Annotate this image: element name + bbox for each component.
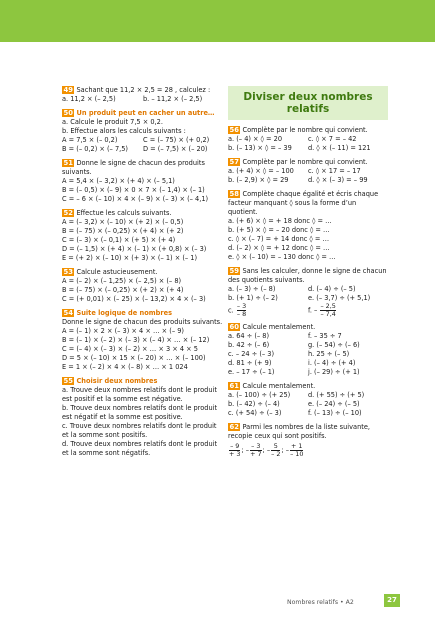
exercise-55 [62,377,224,458]
exercise-number: 53 [63,268,73,276]
item-a: a. (+ 6) × ◊ = + 18 donc ◊ = … [228,217,332,225]
footer-chapter: Nombres relatifs • A2 [287,599,354,606]
exercise-60 [228,323,388,377]
denominator: – 8 [236,310,247,318]
top-color-band [0,0,435,42]
calc-a: A = (– 3,2) × (– 10) × (+ 2) × (– 0,5) [62,218,184,226]
section-title: Diviser deux nombres relatifs [228,86,388,120]
exercise-54 [62,309,224,372]
exercise-56 [228,126,388,153]
denominator: + 3 [229,450,241,458]
item-c: c. Trouve deux nombres relatifs dont le produit et la somme sont positifs. [62,422,217,439]
exercise-number: 58 [229,190,239,198]
calc-a: A = 5,4 × (– 3,2) × (+ 4) × (– 5,1) [62,177,175,185]
right-column [228,86,388,463]
calc-c: C = (– 75) × (+ 0,2) [143,136,210,144]
exercise-number: 61 [229,382,239,390]
calc-b: B = (– 75) × (– 0,25) × (+ 2) × (+ 4) [62,286,184,294]
item-b: b. Effectue alors les calculs suivants : [62,127,186,135]
denominator: – 10 [290,450,304,458]
calc-a: A = (– 1) × 2 × (– 3) × 4 × … × (– 9) [62,327,184,335]
item-a: a. (– 4) × ◊ = 20 [228,135,283,143]
exercise-title: Suite logique de nombres [76,309,172,317]
exercise-instruction: Effectue les calculs suivants. [76,209,172,217]
item-a: a. Calcule le produit 7,5 × 0,2. [62,118,163,126]
exercise-number: 51 [63,159,73,167]
item-d: d. (– 2) × ◊ = + 12 donc ◊ = … [228,244,330,252]
item-a: a. 11,2 × (– 2,5) [62,95,116,103]
exercise-instruction: Complète chaque égalité et écris chaque facteur manquant ◊ sous la forme d’un quotient. [228,190,379,216]
numerator: 5 [273,442,278,450]
exercise-number: 62 [229,423,239,431]
item-b: b. Trouve deux nombres relatifs dont le produit est négatif et la somme est positive. [62,404,218,421]
fraction-f [320,303,335,318]
item-b: b. (+ 1) ÷ (– 2) [228,294,278,302]
calc-d: D = (– 1,5) × (+ 4) × (– 1) × (+ 0,8) × (– 3) [62,245,207,253]
exercise-53 [62,268,224,304]
item-e: e. (– 3,7) ÷ (+ 5,1) [308,294,371,302]
item-f: f. – 35 ÷ 7 [308,332,342,340]
separator: ; – [262,446,271,454]
item-c: c. ◊ × 7 = – 42 [308,135,357,143]
exercise-52 [62,209,224,263]
item-d: d. 81 ÷ (+ 9) [228,359,272,367]
exercise-57 [228,158,388,185]
item-j: j. (– 29) ÷ (+ 1) [308,368,360,376]
item-e: e. (– 24) ÷ (– 5) [308,400,360,408]
exercise-number: 54 [63,309,73,317]
item-c: c. – 24 ÷ (– 3) [228,350,275,358]
item-b: b. (– 42) ÷ (– 4) [228,400,280,408]
fraction-list [228,443,388,458]
fraction-3 [271,443,280,458]
separator: ; – [241,446,250,454]
item-d: d. (– 4) ÷ (– 5) [308,285,356,293]
exercise-number: 57 [229,158,239,166]
exercise-61 [228,382,388,418]
item-g: g. (– 54) ÷ (– 6) [308,341,360,349]
exercise-instruction: Sachant que 11,2 × 2,5 = 28 , calculez : [76,86,211,94]
exercise-58 [228,190,388,262]
item-d: d. ◊ × (– 3) = – 99 [308,176,368,184]
item-a: a. 64 ÷ (– 8) [228,332,270,340]
exercise-number: 49 [63,86,73,94]
exercise-number: 56 [229,126,239,134]
denominator: – 2 [271,450,281,458]
exercise-instruction: Complète par le nombre qui convient. [242,158,368,166]
fraction-4 [290,443,303,458]
item-b: b. (+ 5) × ◊ = – 20 donc ◊ = … [228,226,330,234]
item-d: d. (+ 55) ÷ (+ 5) [308,391,365,399]
calc-d: D = (– 7,5) × (– 20) [143,145,208,153]
page-number: 27 [384,594,400,607]
item-a: a. (– 100) ÷ (+ 25) [228,391,291,399]
exercise-50 [62,109,224,154]
exercise-number: 59 [229,267,239,275]
exercise-title: Un produit peut en cacher un autre… [76,109,215,117]
item-a: a. Trouve deux nombres relatifs dont le produit est positif et la somme est négative. [62,386,217,403]
denominator: – 7,4 [320,310,336,318]
item-f [308,303,388,318]
exercise-number: 50 [63,109,73,117]
exercise-title: Choisir deux nombres [76,377,158,385]
calc-b: B = (– 0,5) × (– 9) × 0 × 7 × (– 1,4) × (– 1) [62,186,205,194]
calc-c: C = (– 4) × (– 3) × (– 2) × … × 3 × 4 × 5 [62,345,198,353]
exercise-number: 55 [63,377,73,385]
item-b: b. (– 2,9) × ◊ = 29 [228,176,289,184]
exercise-instruction: Donne le signe de chacun des produits suivants. [62,159,205,176]
left-column [62,86,224,463]
item-f: f. (– 13) ÷ (– 10) [308,409,362,417]
numerator: – 2,5 [320,302,336,310]
item-h: h. 25 ÷ (– 5) [308,350,350,358]
item-b: b. 42 ÷ (– 6) [228,341,270,349]
item-a: a. (+ 4) × ◊ = – 100 [228,167,294,175]
separator: ; – [281,446,290,454]
item-b: b. – 11,2 × (– 2,5) [143,95,203,103]
item-e: e. ◊ × (– 10) = – 130 donc ◊ = … [228,253,336,261]
item-c: c. (+ 54) ÷ (– 3) [228,409,282,417]
item-i: i. (– 4) ÷ (+ 4) [308,359,356,367]
exercise-instruction: Calcule mentalement. [242,323,316,331]
exercise-instruction: Calcule mentalement. [242,382,316,390]
exercise-instruction: Complète par le nombre qui convient. [242,126,368,134]
exercise-51 [62,159,224,204]
item-f-label: f. [308,306,312,315]
fraction-2 [250,443,261,458]
calc-b: B = (– 75) × (– 0,25) × (+ 4) × (+ 2) [62,227,184,235]
exercise-49 [62,86,224,104]
exercise-instruction: Parmi les nombres de la liste suivante, recopie ceux qui sont positifs. [228,423,370,440]
item-c-label: c. [228,306,234,315]
calc-d: D = 5 × (– 10) × 15 × (– 20) × … × (– 100) [62,354,206,362]
calc-c: C = (+ 0,01) × (– 25) × (– 13,2) × 4 × (– 3) [62,295,206,303]
numerator: – 3 [236,302,247,310]
numerator: – 3 [251,442,261,450]
exercise-number: 60 [229,323,239,331]
item-d: d. ◊ × (– 11) = 121 [308,144,371,152]
numerator: – 9 [230,442,240,450]
calc-c: C = – 6 × (– 10) × 4 × (– 9) × (– 3) × (– 4,1) [62,195,209,203]
exercise-62 [228,423,388,458]
fraction-1 [229,443,240,458]
calc-b: B = (– 1) × (– 2) × (– 3) × (– 4) × … × (– 12) [62,336,210,344]
numerator: + 1 [291,442,303,450]
calc-e: E = (+ 2) × (– 10) × (+ 3) × (– 1) × (– 1) [62,254,198,262]
calc-b: B = (– 0,2) × (– 7,5) [62,145,129,153]
item-c: c. ◊ × 17 = – 17 [308,167,361,175]
item-e: e. – 17 ÷ (– 1) [228,368,275,376]
exercise-instruction: Donne le signe de chacun des produits suivants. [62,318,223,326]
calc-a: A = 7,5 × (– 0,2) [62,136,118,144]
exercise-59 [228,267,388,318]
exercise-instruction: Sans les calculer, donne le signe de chacun des quotients suivants. [228,267,387,284]
exercise-number: 52 [63,209,73,217]
item-b: b. (– 13) × ◊ = – 39 [228,144,292,152]
fraction-c [237,303,246,318]
calc-c: C = (– 3) × (– 0,1) × (+ 5) × (+ 4) [62,236,176,244]
calc-e: E = 1 × (– 2) × 4 × (– 8) × … × 1 024 [62,363,188,371]
exercise-instruction: Calcule astucieusement. [76,268,158,276]
calc-a: A = (– 2) × (– 1,25) × (– 2,5) × (– 8) [62,277,182,285]
denominator: + 7 [250,450,262,458]
item-c: c. ◊ × (– 7) = + 14 donc ◊ = … [228,235,330,243]
item-c [228,303,308,318]
item-a: a. (– 3) ÷ (– 8) [228,285,276,293]
item-d: d. Trouve deux nombres relatifs dont le produit et la somme sont négatifs. [62,440,218,457]
item-f-sign: – [314,306,318,315]
